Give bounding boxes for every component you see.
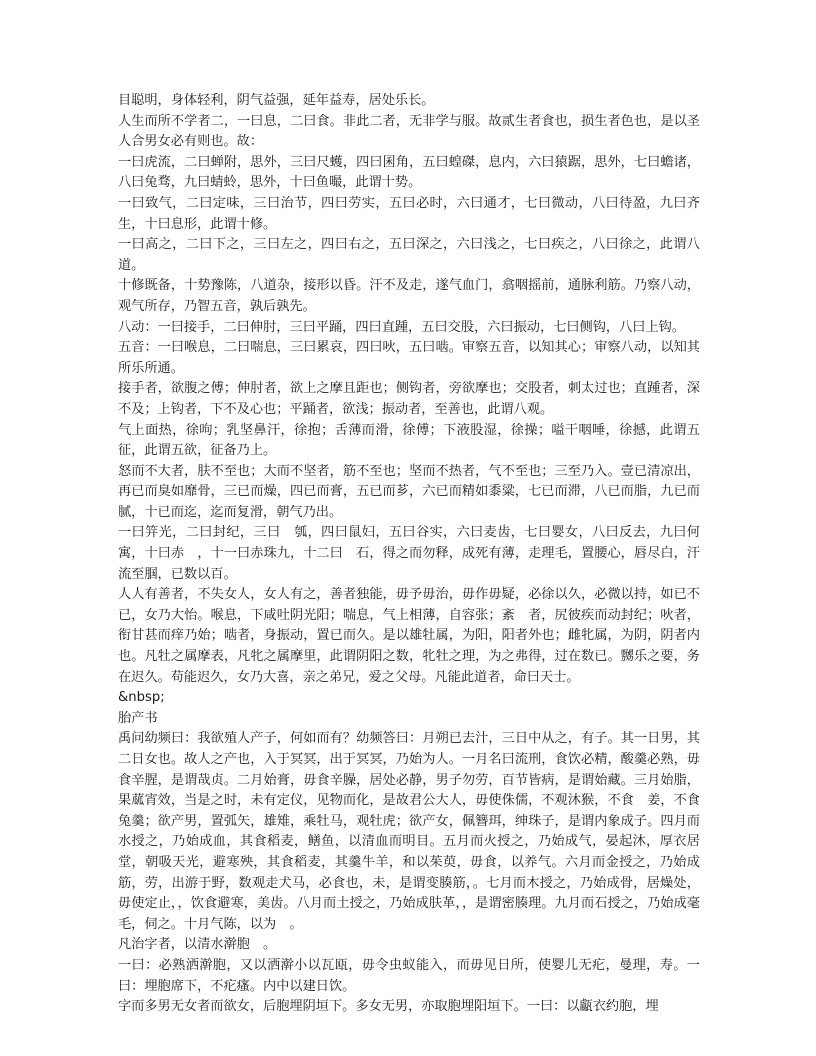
paragraph-3: 一曰虎流，二曰蝉附，思外，三曰尺蠖，四曰囷角，五曰蝗磔，息内，六曰猿踞，思外，七曰蟾诸，八曰兔骛，九曰蜻蛉，思外，十曰鱼嘬，此谓十势。 — [118, 154, 700, 191]
paragraph-18: 字而多男无女者而欲女，后胞埋阴垣下。多女无男，亦取胞埋阳垣下。一曰：以甗衣约胞，埋 — [118, 999, 659, 1015]
paragraph-17: 一曰：必熟洒澣胞，又以洒澣小以瓦瓯，毋令虫蚁能入，而毋见日所，使婴儿无疕，曼理，寿。一曰：埋胞席下，不疕瘙。内中以建日饮。 — [118, 957, 700, 994]
paragraph-13: 人人有善者，不失女人，女人有之，善者独能，毋予毋治，毋作毋疑，必徐以久，必微以持，如已不已，女乃大怡。喉息，下咸吐阴光阳；喘息，气上相薄，自容张；紊 者，尻彼疾而动封纪；吙者，衔甘甚而痒乃始；啮者，身振动，置已而久。是以雄牡属，为阳，阳者外也；雌牝属，为阴，阴者内也。凡牡之属摩表，凡牝之属摩里，此谓阴阳之数，牝牡之理，为之弗得，过在数已。嬲乐之要，务在迟久。苟能迟久，女乃大喜，亲之弟兄，爱之父母。凡能此道者，命曰天士。 — [118, 587, 700, 685]
paragraph-15: 禹问幼频曰：我欲殖人产子，何如而有？幼频答曰：月朔已去汁，三日中从之，有子。其一日男，其二日女也。故人之产也，入于冥冥，出于冥冥，乃始为人。一月名曰流刑，食饮必精，酸羹必熟，毋食辛腥，是谓哉贞。二月始膏，毋食辛臊，居处必静，男子勿劳，百节皆病，是谓始藏。三月始脂，果蓏宵效，当是之时，未有定仪，见物而化，是故君公大人，毋使侏儒，不观沐猴，不食 姜，不食兔羹；欲产男，置弧矢，雄雉，乘牡马，观牡虎；欲产女，佩簪珥，绅珠子，是谓内象成子。四月而水授之，乃始成血，其食稻麦，鳝鱼，以清血而明目。五月而火授之，乃始成气，晏起沐，厚衣居堂，朝吸天光，避寒殃，其食稻麦，其羹牛羊，和以茱萸，毋食，以养气。六月而金授之，乃始成筋，劳，出游于野，数观走犬马，必食也，未，是谓变腠筋，。七月而木授之，乃始成骨，居燥处，毋使定止，，饮食避寒，美齿。八月而土授之，乃始成肤革，，是谓密腠理。九月而石授之，乃始成毫毛，伺之。十月气陈，以为 。 — [118, 731, 700, 932]
paragraph-10: 气上面热，徐呴；乳坚鼻汗，徐抱；舌薄而滑，徐傅；下液股湿，徐操；嗌干咽唾，徐撼，此谓五征，此谓五欲，征备乃上。 — [118, 422, 700, 459]
paragraph-9: 接手者，欲腹之傅；伸肘者，欲上之摩且距也；侧钩者，旁欲摩也；交股者，刺太过也；直踵者，深不及；上钩者，下不及心也；平踊者，欲浅；振动者，至善也，此谓八观。 — [118, 381, 700, 417]
document-page — [118, 91, 700, 1018]
paragraph-7: 八动：一曰接手，二曰伸肘，三曰平踊，四曰直踵，五曰交股，六曰振动，七曰侧钩，八曰上钩。 — [118, 319, 686, 335]
paragraph-16: 凡治字者，以清水澣胞 。 — [118, 937, 277, 953]
paragraph-11: 怒而不大者，肤不至也；大而不坚者，筋不至也；坚而不热者，气不至也；三至乃入。壹已清凉出，再已而臭如靡骨，三已而燥，四已而膏，五已而芗，六已而精如黍粱，七已而滞，八已而脂，九已而腻，十已而迄，迄而复滑，朝气乃出。 — [118, 463, 700, 520]
paragraph-6: 十修既备，十势豫陈，八道杂，接形以昏。汗不及走，遂气血门，翕咽摇前，通脉利筋。乃察八动，观气所存，乃智五音，孰后孰先。 — [118, 278, 700, 314]
nbsp-line: &nbsp; — [118, 690, 165, 706]
paragraph-4: 一曰致气，二曰定味，三曰治节，四曰劳实，五曰必时，六曰通才，七曰微动，八曰待盈，九曰齐生，十曰息形，此谓十修。 — [118, 195, 700, 232]
paragraph-2: 人生而所不学者二，一曰息，二曰食。非此二者，无非学与服。故贰生者食也，损生者色也，是以圣人合男女必有则也。故： — [118, 113, 700, 150]
paragraph-12: 一曰笄光，二曰封纪，三曰 瓠，四曰鼠妇，五曰谷实，六曰麦齿，七曰婴女，八曰反去，九曰何寓，十曰赤 ，十一曰赤珠九，十二曰 石，得之而勿释，成死有薄，走理毛，置腰心，唇尽白，汗流至腘，已数以百。 — [118, 525, 700, 582]
paragraph-8: 五音：一曰喉息，二曰喘息，三曰累哀，四曰吙，五曰啮。审察五音，以知其心；审察八动，以知其所乐所通。 — [118, 340, 700, 376]
section-title: 胎产书 — [118, 710, 158, 726]
paragraph-5: 一曰高之，二曰下之，三曰左之，四曰右之，五曰深之，六曰浅之，七曰疾之，八曰徐之，此谓八道。 — [118, 237, 700, 273]
paragraph-1: 目聪明，身体轻利，阴气益强，延年益寿，居处乐长。 — [118, 93, 435, 108]
